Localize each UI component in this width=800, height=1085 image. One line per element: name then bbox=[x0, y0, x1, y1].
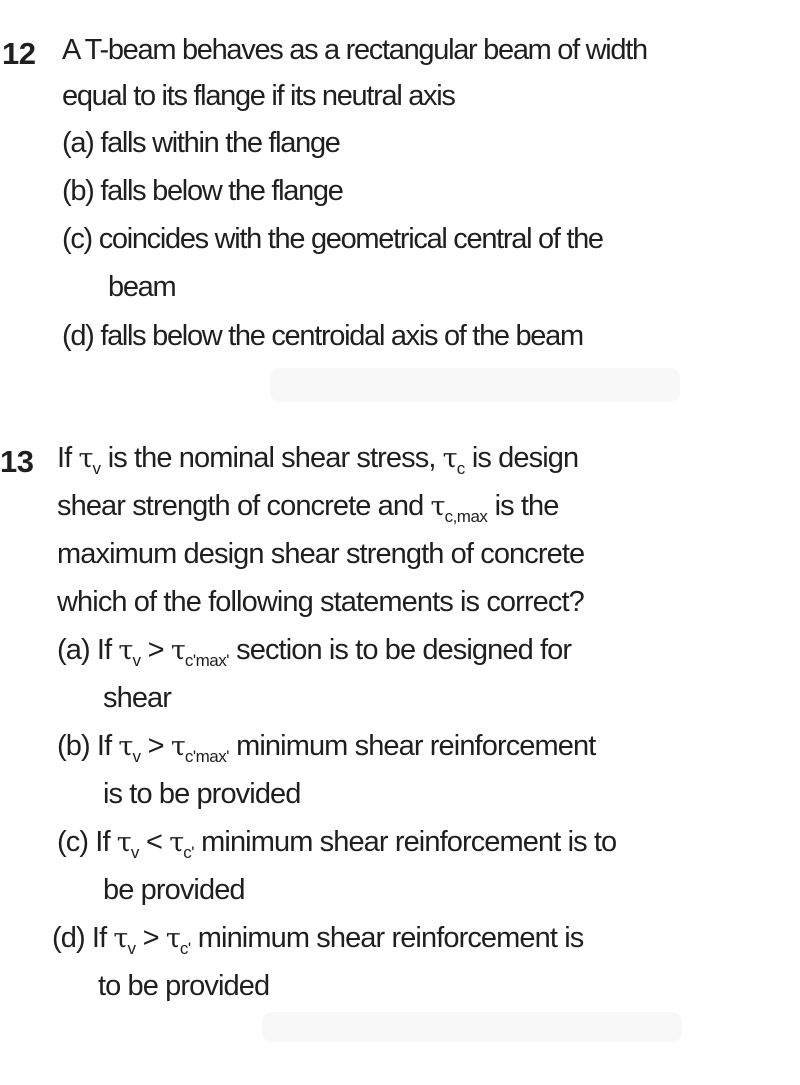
question-stem: which of the following statements is correct? bbox=[57, 586, 584, 618]
option-text: falls within the flange bbox=[100, 127, 340, 159]
option-b: (b) If $\tau_v > \tau_{c'max'}$ minimum shear reinforcement bbox=[57, 730, 596, 766]
option-text: falls below the centroidal axis of the beam bbox=[100, 320, 583, 352]
tau-symbol: τ bbox=[165, 923, 180, 954]
option-b-continued: is to be provided bbox=[103, 778, 301, 810]
option-label: (d) bbox=[52, 922, 85, 954]
option-d-continued: to be provided bbox=[98, 970, 270, 1002]
tau-symbol: τ bbox=[78, 443, 93, 474]
faded-smudge bbox=[262, 1012, 682, 1042]
option-c bbox=[62, 223, 603, 256]
question-stem: equal to its flange if its neutral axis bbox=[62, 80, 455, 112]
option-d bbox=[62, 320, 583, 353]
faded-smudge bbox=[270, 368, 680, 402]
tau-symbol: τ bbox=[169, 827, 184, 858]
tau-symbol: τ bbox=[118, 731, 133, 762]
tau-symbol: τ bbox=[170, 731, 185, 762]
option-a bbox=[62, 127, 340, 160]
option-label: (c) bbox=[62, 223, 92, 255]
question-stem: If $\tau_v$ is the nominal shear stress, $\tau_c$ is design bbox=[57, 442, 579, 478]
question-stem: A T-beam behaves as a rectangular beam of width bbox=[62, 34, 647, 66]
tau-symbol: τ bbox=[442, 443, 457, 474]
option-text: falls below the flange bbox=[100, 175, 343, 207]
tau-symbol: τ bbox=[430, 491, 445, 522]
question-stem: shear strength of concrete and $\tau_{c,max}$ is the bbox=[57, 490, 559, 526]
tau-symbol: τ bbox=[116, 827, 131, 858]
question-number: 13 bbox=[0, 444, 34, 479]
option-c-continued: be provided bbox=[103, 874, 245, 906]
option-b bbox=[62, 175, 343, 208]
option-label: (a) bbox=[62, 127, 94, 159]
option-d: (d) If $\tau_v > \tau_{c'}$ minimum shear reinforcement is bbox=[52, 922, 584, 958]
option-a-continued: shear bbox=[103, 682, 172, 714]
tau-symbol: τ bbox=[170, 635, 185, 666]
option-c-continued: beam bbox=[108, 271, 176, 303]
question-stem: maximum design shear strength of concrete bbox=[57, 538, 585, 570]
option-label: (b) bbox=[57, 730, 90, 762]
option-label: (d) bbox=[62, 320, 94, 352]
option-c: (c) If $\tau_v < \tau_{c'}$ minimum shear reinforcement is to bbox=[57, 826, 617, 862]
tau-symbol: τ bbox=[113, 923, 128, 954]
option-label: (a) bbox=[57, 634, 90, 666]
question-number: 12 bbox=[2, 36, 36, 71]
option-text: coincides with the geometrical central of the bbox=[98, 223, 603, 255]
option-label: (b) bbox=[62, 175, 94, 207]
tau-symbol: τ bbox=[118, 635, 133, 666]
option-a: (a) If $\tau_v > \tau_{c'max'}$ section is to be designed for bbox=[57, 634, 572, 670]
option-label: (c) bbox=[57, 826, 89, 858]
